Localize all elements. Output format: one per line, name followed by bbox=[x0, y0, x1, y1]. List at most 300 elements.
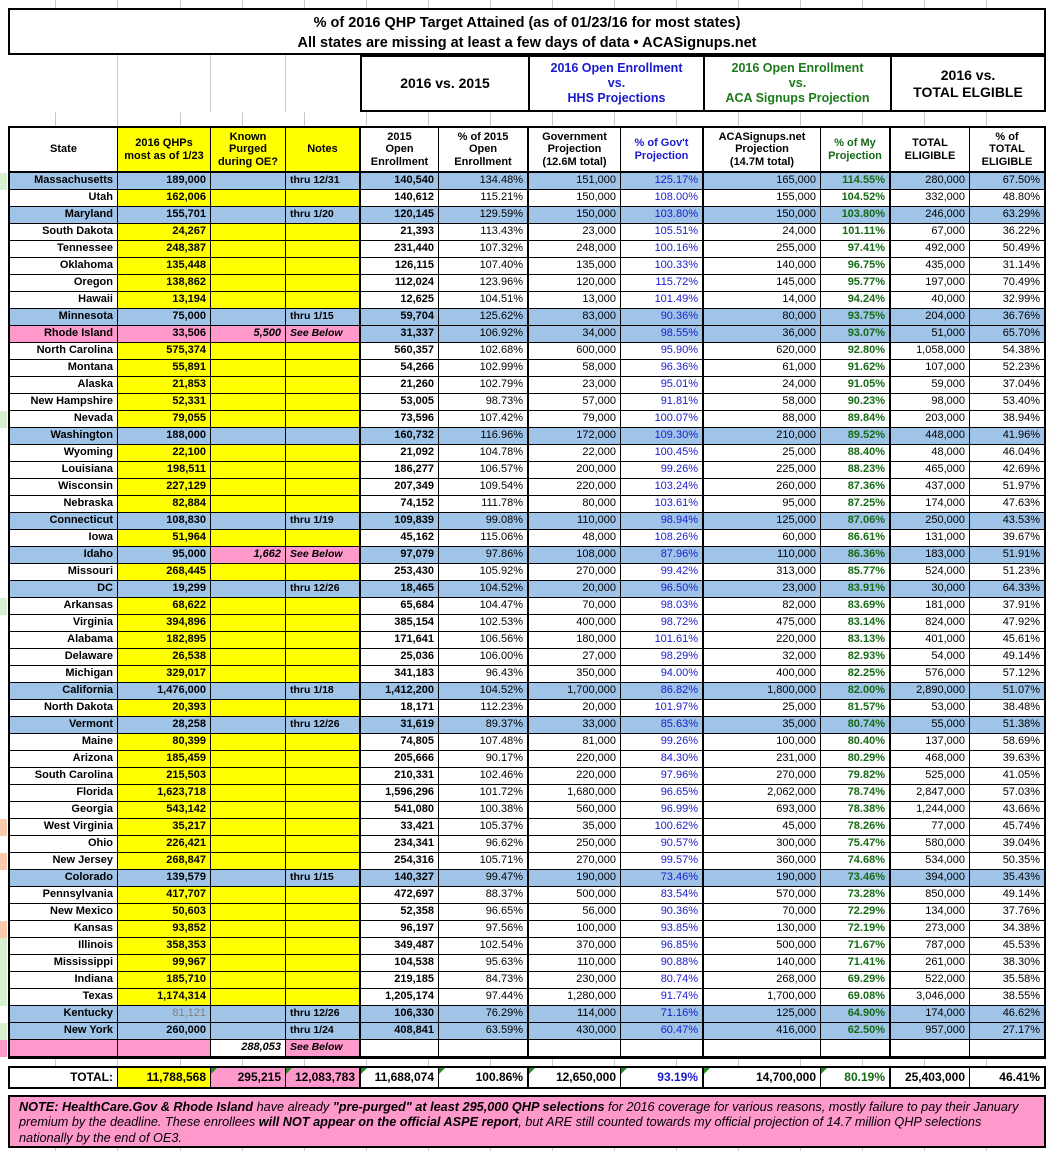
cell-purged[interactable]: 288,053 bbox=[211, 1040, 286, 1057]
cell-aca[interactable]: 416,000 bbox=[704, 1023, 821, 1040]
cell-pctgov[interactable]: 93.85% bbox=[621, 921, 704, 938]
cell-notes[interactable] bbox=[286, 768, 361, 785]
cell-pctmy[interactable]: 90.23% bbox=[821, 394, 891, 411]
cell-pctmy[interactable]: 97.41% bbox=[821, 241, 891, 258]
cell-purged[interactable] bbox=[211, 411, 286, 428]
cell-pct2015[interactable]: 97.44% bbox=[439, 989, 529, 1006]
cell-pcteligible[interactable]: 54.38% bbox=[970, 343, 1044, 360]
cell-aca[interactable]: 140,000 bbox=[704, 258, 821, 275]
cell-qhps[interactable]: 185,459 bbox=[118, 751, 211, 768]
cell-aca[interactable]: 130,000 bbox=[704, 921, 821, 938]
cell-purged[interactable] bbox=[211, 207, 286, 224]
cell-pct2015[interactable]: 106.57% bbox=[439, 462, 529, 479]
cell-pcteligible[interactable]: 47.63% bbox=[970, 496, 1044, 513]
cell-pct2015[interactable]: 102.79% bbox=[439, 377, 529, 394]
cell-qhps[interactable]: 21,853 bbox=[118, 377, 211, 394]
cell-notes[interactable]: thru 12/31 bbox=[286, 173, 361, 190]
cell-gov[interactable]: 200,000 bbox=[529, 462, 621, 479]
column-header-pctmy[interactable] bbox=[821, 128, 891, 171]
cell-eligible[interactable]: 197,000 bbox=[891, 275, 970, 292]
cell-qhps[interactable]: 93,852 bbox=[118, 921, 211, 938]
cell-qhps[interactable]: 20,393 bbox=[118, 700, 211, 717]
cell-state[interactable]: Illinois bbox=[10, 938, 118, 955]
cell-qhps[interactable]: 215,503 bbox=[118, 768, 211, 785]
cell-pct2015[interactable] bbox=[439, 1040, 529, 1057]
cell-notes[interactable] bbox=[286, 938, 361, 955]
cell-state[interactable]: Mississippi bbox=[10, 955, 118, 972]
cell-pctgov[interactable]: 108.26% bbox=[621, 530, 704, 547]
cell-pctgov[interactable]: 109.30% bbox=[621, 428, 704, 445]
cell-eligible[interactable]: 401,000 bbox=[891, 632, 970, 649]
cell-pctgov[interactable]: 115.72% bbox=[621, 275, 704, 292]
cell-state[interactable]: Arkansas bbox=[10, 598, 118, 615]
cell-oe2015[interactable]: 231,440 bbox=[361, 241, 439, 258]
cell-purged[interactable] bbox=[211, 275, 286, 292]
cell-pctmy[interactable]: 80.29% bbox=[821, 751, 891, 768]
cell-purged[interactable] bbox=[211, 292, 286, 309]
cell-eligible[interactable]: 394,000 bbox=[891, 870, 970, 887]
cell-aca[interactable]: 620,000 bbox=[704, 343, 821, 360]
cell-pctmy[interactable]: 80.40% bbox=[821, 734, 891, 751]
cell-pctmy[interactable]: 69.29% bbox=[821, 972, 891, 989]
cell-purged[interactable] bbox=[211, 462, 286, 479]
cell-qhps[interactable]: 394,896 bbox=[118, 615, 211, 632]
cell-oe2015[interactable]: 12,625 bbox=[361, 292, 439, 309]
cell-oe2015[interactable]: 408,841 bbox=[361, 1023, 439, 1040]
cell-eligible[interactable]: 280,000 bbox=[891, 173, 970, 190]
cell-aca[interactable]: 70,000 bbox=[704, 904, 821, 921]
cell-qhps[interactable]: 543,142 bbox=[118, 802, 211, 819]
cell-pct2015[interactable]: 102.54% bbox=[439, 938, 529, 955]
cell-qhps[interactable]: 268,445 bbox=[118, 564, 211, 581]
cell-aca[interactable]: 220,000 bbox=[704, 632, 821, 649]
cell-gov[interactable]: 150,000 bbox=[529, 190, 621, 207]
cell-pcteligible[interactable] bbox=[970, 1040, 1044, 1057]
cell-oe2015[interactable]: 171,641 bbox=[361, 632, 439, 649]
cell-notes[interactable] bbox=[286, 802, 361, 819]
cell-pcteligible[interactable]: 51.38% bbox=[970, 717, 1044, 734]
cell-qhps[interactable]: 51,964 bbox=[118, 530, 211, 547]
cell-state[interactable]: New Hampshire bbox=[10, 394, 118, 411]
column-header-aca[interactable] bbox=[704, 128, 821, 171]
cell-pctmy[interactable]: 87.36% bbox=[821, 479, 891, 496]
cell-notes[interactable] bbox=[286, 394, 361, 411]
cell-gov[interactable]: 1,680,000 bbox=[529, 785, 621, 802]
cell-oe2015[interactable]: 205,666 bbox=[361, 751, 439, 768]
cell-state[interactable]: New Mexico bbox=[10, 904, 118, 921]
cell-aca[interactable]: 1,800,000 bbox=[704, 683, 821, 700]
cell-eligible[interactable]: 55,000 bbox=[891, 717, 970, 734]
cell-oe2015[interactable]: 52,358 bbox=[361, 904, 439, 921]
cell-eligible[interactable]: 59,000 bbox=[891, 377, 970, 394]
cell-notes[interactable] bbox=[286, 819, 361, 836]
cell-pctmy[interactable]: 71.67% bbox=[821, 938, 891, 955]
cell-pcteligible[interactable]: 39.67% bbox=[970, 530, 1044, 547]
cell-gov[interactable]: 220,000 bbox=[529, 768, 621, 785]
cell-purged[interactable] bbox=[211, 377, 286, 394]
cell-pctgov[interactable]: 100.07% bbox=[621, 411, 704, 428]
cell-pct2015[interactable]: 100.38% bbox=[439, 802, 529, 819]
cell-purged[interactable] bbox=[211, 683, 286, 700]
cell-notes[interactable]: thru 1/19 bbox=[286, 513, 361, 530]
cell-pct2015[interactable]: 115.06% bbox=[439, 530, 529, 547]
cell-notes[interactable]: See Below bbox=[286, 547, 361, 564]
cell-pct2015[interactable]: 129.59% bbox=[439, 207, 529, 224]
cell-purged[interactable] bbox=[211, 819, 286, 836]
cell-state[interactable]: Kentucky bbox=[10, 1006, 118, 1023]
cell-pcteligible[interactable]: 42.69% bbox=[970, 462, 1044, 479]
cell-notes[interactable] bbox=[286, 666, 361, 683]
cell-eligible[interactable]: 51,000 bbox=[891, 326, 970, 343]
cell-pcteligible[interactable]: 38.55% bbox=[970, 989, 1044, 1006]
cell-aca[interactable]: 140,000 bbox=[704, 955, 821, 972]
cell-oe2015[interactable]: 33,421 bbox=[361, 819, 439, 836]
cell-notes[interactable] bbox=[286, 292, 361, 309]
cell-oe2015[interactable]: 186,277 bbox=[361, 462, 439, 479]
cell-oe2015[interactable]: 349,487 bbox=[361, 938, 439, 955]
cell-qhps[interactable]: 75,000 bbox=[118, 309, 211, 326]
cell-eligible[interactable]: 824,000 bbox=[891, 615, 970, 632]
cell-oe2015[interactable]: 21,260 bbox=[361, 377, 439, 394]
cell-aca[interactable]: 570,000 bbox=[704, 887, 821, 904]
cell-qhps[interactable]: 55,891 bbox=[118, 360, 211, 377]
cell-gov[interactable]: 13,000 bbox=[529, 292, 621, 309]
cell-pctmy[interactable]: 96.75% bbox=[821, 258, 891, 275]
cell-notes[interactable] bbox=[286, 921, 361, 938]
cell-oe2015[interactable]: 73,596 bbox=[361, 411, 439, 428]
cell-pctgov[interactable]: 71.16% bbox=[621, 1006, 704, 1023]
cell-pctgov[interactable]: 87.96% bbox=[621, 547, 704, 564]
cell-pctmy[interactable]: 78.38% bbox=[821, 802, 891, 819]
cell-notes[interactable] bbox=[286, 360, 361, 377]
cell-aca[interactable]: 270,000 bbox=[704, 768, 821, 785]
cell-state[interactable]: Wisconsin bbox=[10, 479, 118, 496]
cell-notes[interactable]: thru 1/15 bbox=[286, 309, 361, 326]
cell-pctmy[interactable]: 71.41% bbox=[821, 955, 891, 972]
cell-eligible[interactable]: 534,000 bbox=[891, 853, 970, 870]
cell-gov[interactable]: 70,000 bbox=[529, 598, 621, 615]
cell-purged[interactable] bbox=[211, 190, 286, 207]
cell-purged[interactable]: 5,500 bbox=[211, 326, 286, 343]
cell-oe2015[interactable]: 126,115 bbox=[361, 258, 439, 275]
cell-notes[interactable] bbox=[286, 445, 361, 462]
cell-notes[interactable]: thru 1/24 bbox=[286, 1023, 361, 1040]
cell-pctgov[interactable]: 96.99% bbox=[621, 802, 704, 819]
cell-oe2015[interactable]: 96,197 bbox=[361, 921, 439, 938]
cell-pctmy[interactable]: 93.75% bbox=[821, 309, 891, 326]
cell-gov[interactable]: 270,000 bbox=[529, 853, 621, 870]
cell-pct2015[interactable]: 99.47% bbox=[439, 870, 529, 887]
cell-oe2015[interactable]: 140,327 bbox=[361, 870, 439, 887]
cell-pct2015[interactable]: 104.47% bbox=[439, 598, 529, 615]
cell-pctgov[interactable]: 98.55% bbox=[621, 326, 704, 343]
cell-qhps[interactable]: 226,421 bbox=[118, 836, 211, 853]
column-header-notes[interactable] bbox=[286, 128, 361, 171]
cell-pcteligible[interactable]: 57.12% bbox=[970, 666, 1044, 683]
cell-state[interactable]: Indiana bbox=[10, 972, 118, 989]
total-cell-aca[interactable]: 14,700,000 bbox=[704, 1068, 821, 1087]
cell-pcteligible[interactable]: 70.49% bbox=[970, 275, 1044, 292]
cell-pcteligible[interactable]: 27.17% bbox=[970, 1023, 1044, 1040]
cell-state[interactable]: Idaho bbox=[10, 547, 118, 564]
cell-state[interactable]: North Dakota bbox=[10, 700, 118, 717]
cell-state[interactable]: Louisiana bbox=[10, 462, 118, 479]
cell-purged[interactable] bbox=[211, 802, 286, 819]
cell-aca[interactable]: 125,000 bbox=[704, 513, 821, 530]
cell-qhps[interactable]: 22,100 bbox=[118, 445, 211, 462]
cell-aca[interactable]: 23,000 bbox=[704, 581, 821, 598]
cell-pctgov[interactable]: 105.51% bbox=[621, 224, 704, 241]
cell-state[interactable]: Massachusetts bbox=[10, 173, 118, 190]
cell-pct2015[interactable]: 113.43% bbox=[439, 224, 529, 241]
cell-aca[interactable] bbox=[704, 1040, 821, 1057]
cell-eligible[interactable]: 435,000 bbox=[891, 258, 970, 275]
cell-aca[interactable]: 45,000 bbox=[704, 819, 821, 836]
cell-gov[interactable]: 81,000 bbox=[529, 734, 621, 751]
cell-pcteligible[interactable]: 37.76% bbox=[970, 904, 1044, 921]
cell-eligible[interactable]: 174,000 bbox=[891, 1006, 970, 1023]
cell-gov[interactable]: 172,000 bbox=[529, 428, 621, 445]
cell-pcteligible[interactable]: 52.23% bbox=[970, 360, 1044, 377]
cell-pcteligible[interactable]: 49.14% bbox=[970, 887, 1044, 904]
cell-pctgov[interactable]: 90.36% bbox=[621, 309, 704, 326]
cell-aca[interactable]: 1,700,000 bbox=[704, 989, 821, 1006]
cell-purged[interactable] bbox=[211, 428, 286, 445]
cell-purged[interactable] bbox=[211, 989, 286, 1006]
cell-eligible[interactable]: 30,000 bbox=[891, 581, 970, 598]
cell-qhps[interactable]: 260,000 bbox=[118, 1023, 211, 1040]
cell-pctmy[interactable]: 72.19% bbox=[821, 921, 891, 938]
cell-oe2015[interactable]: 74,805 bbox=[361, 734, 439, 751]
cell-pct2015[interactable]: 99.08% bbox=[439, 513, 529, 530]
cell-aca[interactable]: 25,000 bbox=[704, 700, 821, 717]
cell-notes[interactable]: thru 12/26 bbox=[286, 1006, 361, 1023]
cell-eligible[interactable]: 53,000 bbox=[891, 700, 970, 717]
cell-qhps[interactable]: 95,000 bbox=[118, 547, 211, 564]
cell-state[interactable]: Georgia bbox=[10, 802, 118, 819]
cell-notes[interactable] bbox=[286, 853, 361, 870]
cell-qhps[interactable]: 99,967 bbox=[118, 955, 211, 972]
column-header-state[interactable] bbox=[10, 128, 118, 171]
cell-aca[interactable]: 58,000 bbox=[704, 394, 821, 411]
cell-oe2015[interactable]: 18,465 bbox=[361, 581, 439, 598]
cell-pcteligible[interactable]: 48.80% bbox=[970, 190, 1044, 207]
cell-pctmy[interactable]: 73.46% bbox=[821, 870, 891, 887]
cell-pctgov[interactable]: 90.57% bbox=[621, 836, 704, 853]
cell-eligible[interactable]: 850,000 bbox=[891, 887, 970, 904]
cell-gov[interactable]: 1,700,000 bbox=[529, 683, 621, 700]
cell-eligible[interactable]: 204,000 bbox=[891, 309, 970, 326]
cell-state[interactable]: Rhode Island bbox=[10, 326, 118, 343]
cell-aca[interactable]: 125,000 bbox=[704, 1006, 821, 1023]
cell-eligible[interactable]: 250,000 bbox=[891, 513, 970, 530]
cell-pctmy[interactable]: 114.55% bbox=[821, 173, 891, 190]
cell-pctmy[interactable]: 89.84% bbox=[821, 411, 891, 428]
cell-pcteligible[interactable]: 57.03% bbox=[970, 785, 1044, 802]
cell-pctgov[interactable]: 73.46% bbox=[621, 870, 704, 887]
cell-pctgov[interactable]: 80.74% bbox=[621, 972, 704, 989]
cell-oe2015[interactable]: 120,145 bbox=[361, 207, 439, 224]
cell-pcteligible[interactable]: 43.66% bbox=[970, 802, 1044, 819]
cell-state[interactable]: Missouri bbox=[10, 564, 118, 581]
cell-eligible[interactable]: 580,000 bbox=[891, 836, 970, 853]
cell-state[interactable]: Montana bbox=[10, 360, 118, 377]
cell-oe2015[interactable]: 106,330 bbox=[361, 1006, 439, 1023]
cell-notes[interactable] bbox=[286, 955, 361, 972]
cell-state[interactable]: Virginia bbox=[10, 615, 118, 632]
column-header-pctgov[interactable] bbox=[621, 128, 704, 171]
column-header-purged[interactable] bbox=[211, 128, 286, 171]
cell-gov[interactable]: 27,000 bbox=[529, 649, 621, 666]
cell-aca[interactable]: 360,000 bbox=[704, 853, 821, 870]
cell-gov[interactable]: 100,000 bbox=[529, 921, 621, 938]
cell-pct2015[interactable]: 90.17% bbox=[439, 751, 529, 768]
cell-state[interactable]: Utah bbox=[10, 190, 118, 207]
cell-eligible[interactable]: 1,058,000 bbox=[891, 343, 970, 360]
cell-pctmy[interactable]: 82.93% bbox=[821, 649, 891, 666]
cell-state[interactable]: Kansas bbox=[10, 921, 118, 938]
cell-pct2015[interactable]: 96.43% bbox=[439, 666, 529, 683]
cell-purged[interactable]: 1,662 bbox=[211, 547, 286, 564]
cell-gov[interactable]: 220,000 bbox=[529, 479, 621, 496]
cell-pct2015[interactable]: 106.92% bbox=[439, 326, 529, 343]
cell-notes[interactable]: thru 1/15 bbox=[286, 870, 361, 887]
cell-pcteligible[interactable]: 43.53% bbox=[970, 513, 1044, 530]
cell-pcteligible[interactable]: 50.35% bbox=[970, 853, 1044, 870]
cell-pct2015[interactable]: 107.48% bbox=[439, 734, 529, 751]
cell-oe2015[interactable]: 25,036 bbox=[361, 649, 439, 666]
cell-qhps[interactable]: 135,448 bbox=[118, 258, 211, 275]
cell-purged[interactable] bbox=[211, 564, 286, 581]
group-header-vs-2015[interactable] bbox=[362, 57, 528, 110]
cell-purged[interactable] bbox=[211, 734, 286, 751]
cell-aca[interactable]: 150,000 bbox=[704, 207, 821, 224]
cell-state[interactable]: Ohio bbox=[10, 836, 118, 853]
cell-gov[interactable]: 135,000 bbox=[529, 258, 621, 275]
cell-oe2015[interactable] bbox=[361, 1040, 439, 1057]
cell-pctgov[interactable]: 99.57% bbox=[621, 853, 704, 870]
cell-pctgov[interactable]: 100.33% bbox=[621, 258, 704, 275]
cell-gov[interactable]: 108,000 bbox=[529, 547, 621, 564]
cell-pcteligible[interactable]: 47.92% bbox=[970, 615, 1044, 632]
cell-pcteligible[interactable]: 65.70% bbox=[970, 326, 1044, 343]
cell-gov[interactable]: 23,000 bbox=[529, 377, 621, 394]
cell-notes[interactable] bbox=[286, 530, 361, 547]
cell-notes[interactable] bbox=[286, 615, 361, 632]
cell-notes[interactable] bbox=[286, 275, 361, 292]
cell-pctmy[interactable]: 80.74% bbox=[821, 717, 891, 734]
cell-qhps[interactable]: 52,331 bbox=[118, 394, 211, 411]
cell-eligible[interactable]: 2,890,000 bbox=[891, 683, 970, 700]
cell-state[interactable]: Tennessee bbox=[10, 241, 118, 258]
cell-aca[interactable]: 61,000 bbox=[704, 360, 821, 377]
cell-purged[interactable] bbox=[211, 394, 286, 411]
cell-pcteligible[interactable]: 45.53% bbox=[970, 938, 1044, 955]
cell-eligible[interactable]: 524,000 bbox=[891, 564, 970, 581]
cell-qhps[interactable]: 185,710 bbox=[118, 972, 211, 989]
cell-purged[interactable] bbox=[211, 598, 286, 615]
cell-eligible[interactable]: 183,000 bbox=[891, 547, 970, 564]
cell-pctgov[interactable]: 103.24% bbox=[621, 479, 704, 496]
cell-eligible[interactable]: 174,000 bbox=[891, 496, 970, 513]
cell-pct2015[interactable]: 105.92% bbox=[439, 564, 529, 581]
cell-pctgov[interactable]: 60.47% bbox=[621, 1023, 704, 1040]
cell-pctmy[interactable]: 72.29% bbox=[821, 904, 891, 921]
cell-aca[interactable]: 693,000 bbox=[704, 802, 821, 819]
cell-gov[interactable]: 35,000 bbox=[529, 819, 621, 836]
cell-oe2015[interactable]: 160,732 bbox=[361, 428, 439, 445]
cell-oe2015[interactable]: 210,331 bbox=[361, 768, 439, 785]
cell-notes[interactable] bbox=[286, 479, 361, 496]
cell-pcteligible[interactable]: 64.33% bbox=[970, 581, 1044, 598]
cell-purged[interactable] bbox=[211, 836, 286, 853]
cell-oe2015[interactable]: 140,540 bbox=[361, 173, 439, 190]
total-cell-pctmy[interactable]: 80.19% bbox=[821, 1068, 891, 1087]
cell-pctmy[interactable]: 62.50% bbox=[821, 1023, 891, 1040]
cell-pcteligible[interactable]: 36.76% bbox=[970, 309, 1044, 326]
cell-qhps[interactable]: 82,884 bbox=[118, 496, 211, 513]
cell-pctmy[interactable]: 81.57% bbox=[821, 700, 891, 717]
cell-oe2015[interactable]: 112,024 bbox=[361, 275, 439, 292]
cell-qhps[interactable]: 1,623,718 bbox=[118, 785, 211, 802]
cell-pcteligible[interactable]: 51.91% bbox=[970, 547, 1044, 564]
cell-eligible[interactable]: 54,000 bbox=[891, 649, 970, 666]
cell-purged[interactable] bbox=[211, 887, 286, 904]
cell-pctmy[interactable]: 73.28% bbox=[821, 887, 891, 904]
cell-purged[interactable] bbox=[211, 530, 286, 547]
cell-pctmy[interactable]: 86.61% bbox=[821, 530, 891, 547]
cell-oe2015[interactable]: 219,185 bbox=[361, 972, 439, 989]
total-cell-gov[interactable]: 12,650,000 bbox=[529, 1068, 621, 1087]
cell-pctmy[interactable]: 87.25% bbox=[821, 496, 891, 513]
cell-state[interactable]: Maryland bbox=[10, 207, 118, 224]
cell-gov[interactable]: 48,000 bbox=[529, 530, 621, 547]
cell-state[interactable]: New Jersey bbox=[10, 853, 118, 870]
cell-gov[interactable]: 560,000 bbox=[529, 802, 621, 819]
group-header-vs-hhs[interactable] bbox=[528, 57, 703, 110]
cell-purged[interactable] bbox=[211, 309, 286, 326]
cell-qhps[interactable]: 248,387 bbox=[118, 241, 211, 258]
cell-pct2015[interactable]: 88.37% bbox=[439, 887, 529, 904]
cell-notes[interactable] bbox=[286, 972, 361, 989]
cell-purged[interactable] bbox=[211, 224, 286, 241]
cell-aca[interactable]: 300,000 bbox=[704, 836, 821, 853]
cell-notes[interactable]: thru 12/26 bbox=[286, 581, 361, 598]
cell-aca[interactable]: 36,000 bbox=[704, 326, 821, 343]
cell-aca[interactable]: 110,000 bbox=[704, 547, 821, 564]
cell-purged[interactable] bbox=[211, 955, 286, 972]
total-cell-pct2015[interactable]: 100.86% bbox=[439, 1068, 529, 1087]
cell-pcteligible[interactable]: 51.23% bbox=[970, 564, 1044, 581]
cell-pct2015[interactable]: 109.54% bbox=[439, 479, 529, 496]
cell-pctgov[interactable]: 95.90% bbox=[621, 343, 704, 360]
cell-pcteligible[interactable]: 67.50% bbox=[970, 173, 1044, 190]
cell-aca[interactable]: 260,000 bbox=[704, 479, 821, 496]
cell-aca[interactable]: 231,000 bbox=[704, 751, 821, 768]
cell-purged[interactable] bbox=[211, 1006, 286, 1023]
cell-qhps[interactable]: 138,862 bbox=[118, 275, 211, 292]
cell-pctmy[interactable]: 104.52% bbox=[821, 190, 891, 207]
cell-purged[interactable] bbox=[211, 938, 286, 955]
cell-qhps[interactable]: 19,299 bbox=[118, 581, 211, 598]
column-header-oe2015[interactable] bbox=[361, 128, 439, 171]
column-header-gov[interactable] bbox=[529, 128, 621, 171]
cell-oe2015[interactable]: 59,704 bbox=[361, 309, 439, 326]
cell-pct2015[interactable]: 96.65% bbox=[439, 904, 529, 921]
cell-state[interactable]: West Virginia bbox=[10, 819, 118, 836]
cell-oe2015[interactable]: 31,337 bbox=[361, 326, 439, 343]
cell-qhps[interactable] bbox=[118, 1040, 211, 1057]
